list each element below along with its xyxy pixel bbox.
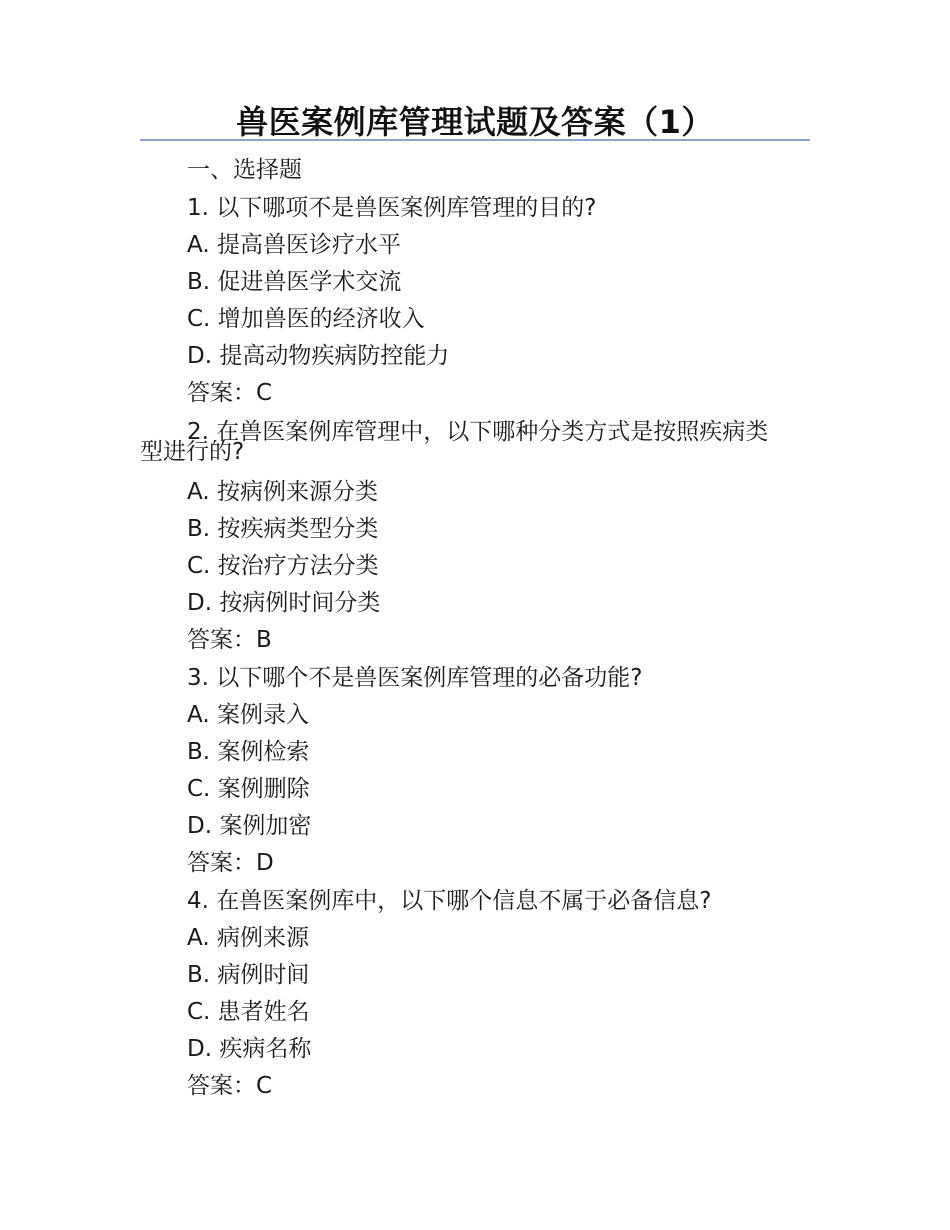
- question-2-option-a: A. 按病例来源分类: [187, 479, 378, 505]
- question-3-answer: 答案：D: [187, 850, 274, 876]
- title-underline: [140, 139, 810, 141]
- question-1-option-a: A. 提高兽医诊疗水平: [187, 232, 401, 258]
- question-3-text: 3. 以下哪个不是兽医案例库管理的必备功能?: [187, 665, 643, 691]
- question-2-option-b: B. 按疾病类型分类: [187, 516, 379, 542]
- section-heading: 一、选择题: [187, 157, 302, 183]
- question-2-option-c: C. 按治疗方法分类: [187, 553, 379, 579]
- question-3-option-b: B. 案例检索: [187, 739, 310, 765]
- question-1-text: 1. 以下哪项不是兽医案例库管理的目的?: [187, 195, 597, 221]
- question-1-option-b: B. 促进兽医学术交流: [187, 269, 402, 295]
- question-4-option-a: A. 病例来源: [187, 925, 309, 951]
- question-4-answer: 答案：C: [187, 1073, 273, 1099]
- question-4-option-d: D. 疾病名称: [187, 1036, 312, 1062]
- question-2-text: [140, 419, 810, 465]
- question-1-option-c: C. 增加兽医的经济收入: [187, 306, 425, 332]
- question-2-text-line1: 2. 在兽医案例库管理中，以下哪种分类方式是按照疾病类: [187, 419, 769, 445]
- question-4-option-c: C. 患者姓名: [187, 999, 310, 1025]
- question-3-option-a: A. 案例录入: [187, 702, 309, 728]
- document-title: 兽医案例库管理试题及答案（1）: [236, 103, 714, 141]
- question-4-text: 4. 在兽医案例库中，以下哪个信息不属于必备信息?: [187, 888, 712, 914]
- question-2-text-line2: 型进行的?: [140, 439, 245, 465]
- question-1-answer: 答案：C: [187, 380, 273, 406]
- question-2-option-d: D. 按病例时间分类: [187, 590, 381, 616]
- question-2-answer: 答案：B: [187, 627, 272, 653]
- question-3-option-c: C. 案例删除: [187, 776, 310, 802]
- question-4-option-b: B. 病例时间: [187, 962, 310, 988]
- question-3-option-d: D. 案例加密: [187, 813, 312, 839]
- question-1-option-d: D. 提高动物疾病防控能力: [187, 343, 450, 369]
